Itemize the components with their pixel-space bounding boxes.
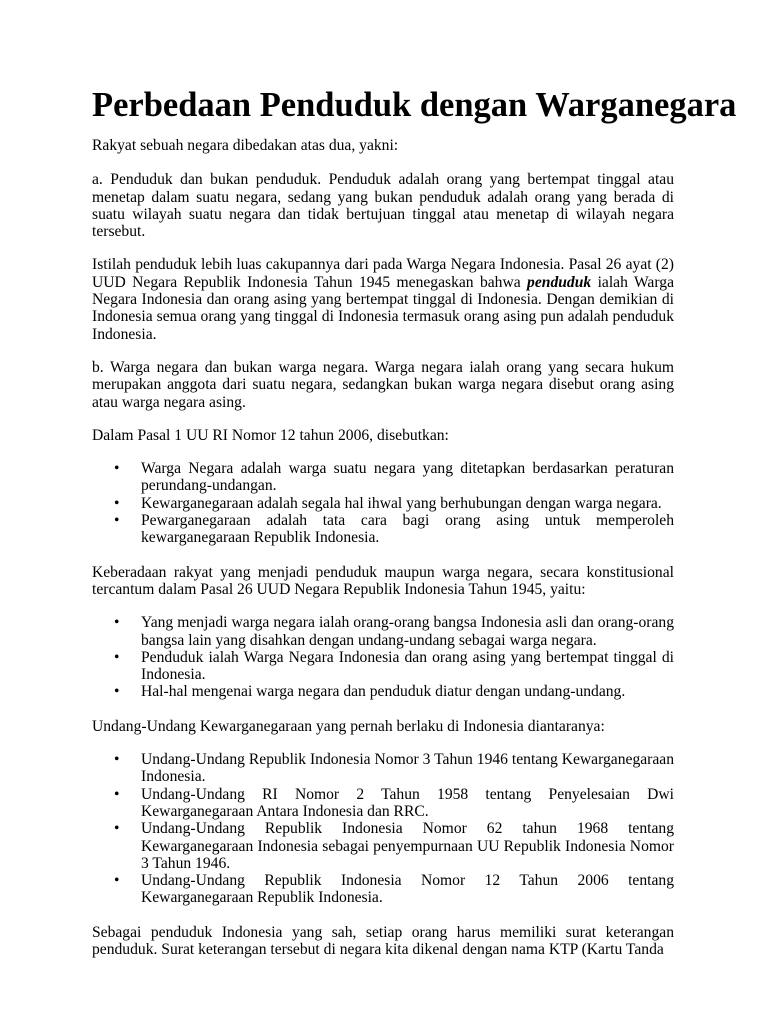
paragraph-istilah [92,256,674,342]
list-undang-undang [92,751,674,907]
paragraph-undang-undang: Undang-Undang Kewarganegaraan yang pernah berlaku di Indonesia diantaranya: [92,717,605,735]
list-item: • Undang-Undang Republik Indonesia Nomor 62 tahun 1968 tentang Kewarganegaraan Indonesia sebagai penyempurnaan UU Republik Indonesia Nomor 3 Tahun 1946. [92,820,674,872]
list-item: • Penduduk ialah Warga Negara Indonesia dan orang asing yang bertempat tinggal di Indonesia. [92,649,674,684]
paragraph-keberadaan: Keberadaan rakyat yang menjadi penduduk maupun warga negara, secara konstitusional tercantum dalam Pasal 26 UUD Negara Republik Indonesia Tahun 1945, yaitu: [92,563,674,598]
paragraph-warga-negara: b. Warga negara dan bukan warga negara. Warga negara ialah orang yang secara hukum merupakan anggota dari suatu negara, sedangkan bukan warga negara disebut orang asing atau warga negara asing. [92,358,674,411]
paragraph-penduduk: a. Penduduk dan bukan penduduk. Penduduk adalah orang yang bertempat tinggal atau menetap dalam suatu negara, sedang yang bukan penduduk adalah orang yang berada di suatu wilayah suatu negara dan tidak bertujuan tinggal atau menetap di wilayah negara tersebut. [92,171,674,241]
paragraph-pasal-1: Dalam Pasal 1 UU RI Nomor 12 tahun 2006, disebutkan: [92,426,449,444]
list-pasal-26 [92,614,674,700]
list-item: • Undang-Undang Republik Indonesia Nomor 12 Tahun 2006 tentang Kewarganegaraan Republik Indonesia. [92,872,674,907]
paragraph-sebagai-penduduk: Sebagai penduduk Indonesia yang sah, setiap orang harus memiliki surat keterangan penduduk. Surat keterangan tersebut di negara kita dikenal dengan nama KTP (Kartu Tanda [92,923,674,958]
list-item: • Pewarganegaraan adalah tata cara bagi orang asing untuk memperoleh kewarganegaraan Republik Indonesia. [92,512,674,547]
paragraph-istilah-before: Istilah penduduk lebih luas cakupannya dari pada Warga Negara Indonesia. Pasal 26 ayat (2) UUD Negara Republik Indonesia Tahun 1945 menegaskan bahwa [92,256,674,291]
document-title: Perbedaan Penduduk dengan Warganegara [92,86,737,124]
list-item: • Kewarganegaraan adalah segala hal ihwal yang berhubungan dengan warga negara. [92,495,674,512]
list-pasal-1 [92,460,674,546]
emphasis-penduduk: penduduk [527,273,592,291]
list-item: • Undang-Undang Republik Indonesia Nomor 3 Tahun 1946 tentang Kewarganegaraan Indonesia. [92,751,674,786]
list-item: • Yang menjadi warga negara ialah orang-orang bangsa Indonesia asli dan orang-orang bangsa lain yang disahkan dengan undang-undang sebagai warga negara. [92,614,674,649]
list-item: • Hal-hal mengenai warga negara dan penduduk diatur dengan undang-undang. [92,683,674,700]
list-item: • Undang-Undang RI Nomor 2 Tahun 1958 tentang Penyelesaian Dwi Kewarganegaraan Antara Indonesia dan RRC. [92,786,674,821]
paragraph-istilah-after: ialah Warga Negara Indonesia dan orang asing yang bertempat tinggal di Indonesia. Dengan demikian di Indonesia semua orang yang tinggal di Indonesia termasuk orang asing pun adalah penduduk Indonesia. [92,273,674,343]
paragraph-intro: Rakyat sebuah negara dibedakan atas dua, yakni: [92,137,399,154]
document-body [92,137,674,958]
list-item: • Warga Negara adalah warga suatu negara yang ditetapkan berdasarkan peraturan perundang-undangan. [92,460,674,495]
